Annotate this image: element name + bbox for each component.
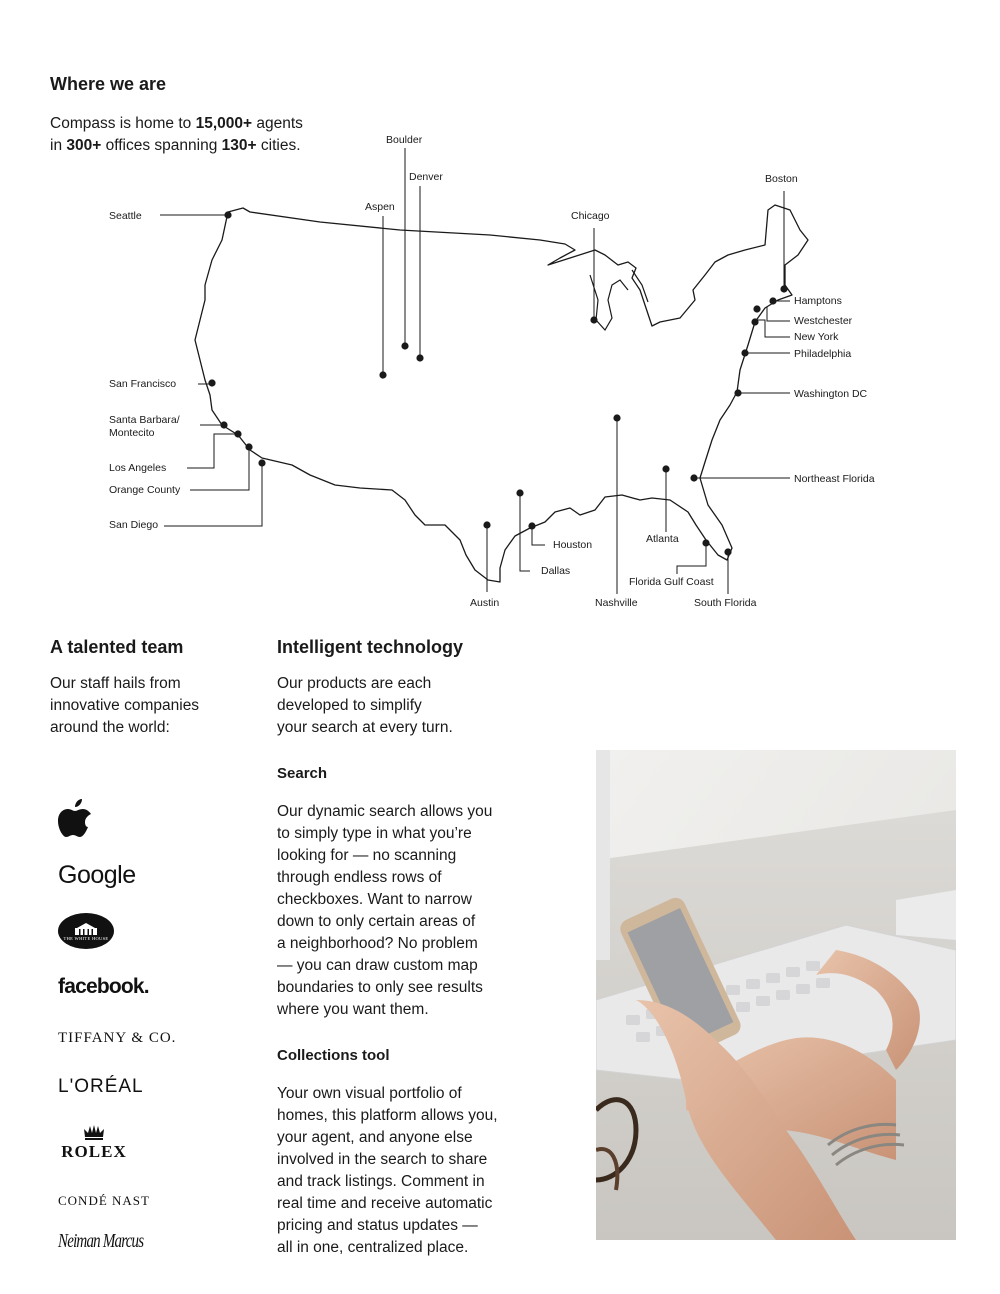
office-dot <box>780 285 787 292</box>
search-heading: Search <box>277 765 328 782</box>
office-dot <box>208 379 215 386</box>
city-label-northeast-florida: Northeast Florida <box>794 473 875 485</box>
office-dot <box>483 521 490 528</box>
city-label-aspen: Aspen <box>365 201 395 213</box>
office-dot <box>702 539 709 546</box>
city-label-denver: Denver <box>409 171 443 183</box>
office-dot <box>613 414 620 421</box>
team-heading: A talented team <box>50 637 184 657</box>
office-dot <box>753 305 760 312</box>
office-dot <box>769 297 776 304</box>
city-label-westchester: Westchester <box>794 315 853 327</box>
team-intro: Our staff hails from innovative companies around the world: <box>50 675 200 736</box>
city-label-montecito: Montecito <box>109 427 155 439</box>
office-dot <box>516 489 523 496</box>
google-logo: Google <box>58 861 136 889</box>
where-intro: Compass is home to 15,000+ agents in 300+ offices spanning 130+ cities. <box>50 115 303 154</box>
tech-heading: Intelligent technology <box>277 637 464 657</box>
city-label-atlanta: Atlanta <box>646 533 679 545</box>
city-label-chicago: Chicago <box>571 210 610 222</box>
city-label-nashville: Nashville <box>595 597 638 609</box>
city-label-san-diego: San Diego <box>109 519 159 531</box>
city-label-philadelphia: Philadelphia <box>794 348 852 360</box>
city-label-boston: Boston <box>765 173 798 185</box>
tech-intro: Our products are each developed to simplify your search at every turn. <box>277 675 453 736</box>
office-dots <box>208 211 787 555</box>
city-label-seattle: Seattle <box>109 210 142 222</box>
city-label-washington-dc: Washington DC <box>794 388 868 400</box>
office-dot <box>662 465 669 472</box>
collections-heading: Collections tool <box>277 1047 390 1064</box>
tiffany-logo: TIFFANY & CO. <box>58 1030 177 1046</box>
city-label-houston: Houston <box>553 539 593 551</box>
city-label-florida-gulf-coast: Florida Gulf Coast <box>629 576 714 588</box>
crown-icon <box>83 1124 105 1142</box>
city-labels <box>109 134 875 609</box>
office-dot <box>751 318 758 325</box>
us-office-map <box>0 0 1000 640</box>
office-dot <box>379 371 386 378</box>
office-dot <box>401 342 408 349</box>
facebook-logo: facebook. <box>58 975 149 998</box>
office-dot <box>224 211 231 218</box>
white-house-logo: THE WHITE HOUSE <box>58 913 114 949</box>
city-label-hamptons: Hamptons <box>794 295 842 307</box>
city-label-boulder: Boulder <box>386 134 423 146</box>
office-dot <box>220 421 227 428</box>
city-label-san-francisco: San Francisco <box>109 378 177 390</box>
office-dot <box>690 474 697 481</box>
office-dot <box>245 443 252 450</box>
collections-description: Your own visual portfolio of homes, this platform allows you, your agent, and anyone else involved in the search to share and track listings. Comment in real time and receive automatic pricing and status updates — all in one, centralized place. <box>277 1085 498 1256</box>
office-dot <box>724 548 731 555</box>
city-label-dallas: Dallas <box>541 565 571 577</box>
apple-logo-icon <box>58 797 94 839</box>
office-dot <box>416 354 423 361</box>
photo-illustration <box>596 750 956 1240</box>
search-description: Our dynamic search allows you to simply type in what you’re looking for — no scanning through endless rows of checkboxes. Want to narrow down to only certain areas of a neighborhood? No problem — you can draw custom map boundaries to only see results where you want them. <box>277 803 493 1018</box>
city-label-santa-barbara: Santa Barbara/ <box>109 414 180 426</box>
neiman-marcus-logo: Neiman Marcus <box>58 1231 144 1253</box>
white-house-icon <box>71 922 101 936</box>
city-label-austin: Austin <box>470 597 500 609</box>
great-lakes-outline <box>590 270 648 330</box>
office-dot <box>590 316 597 323</box>
loreal-logo: L'ORÉAL <box>58 1076 144 1097</box>
phone-keyboard-photo <box>596 750 956 1240</box>
city-label-new-york: New York <box>794 331 839 343</box>
office-dot <box>528 522 535 529</box>
office-dot <box>234 430 241 437</box>
city-label-south-florida: South Florida <box>694 597 757 609</box>
us-outline <box>195 205 808 582</box>
office-dot <box>741 349 748 356</box>
office-dot <box>258 459 265 466</box>
map-leader-lines <box>160 148 790 594</box>
rolex-logo: ROLEX <box>58 1124 130 1162</box>
city-label-los-angeles: Los Angeles <box>109 462 167 474</box>
conde-nast-logo: CONDÉ NAST <box>58 1193 150 1208</box>
office-dot <box>734 389 741 396</box>
city-label-orange-county: Orange County <box>109 484 181 496</box>
where-heading: Where we are <box>50 74 167 94</box>
